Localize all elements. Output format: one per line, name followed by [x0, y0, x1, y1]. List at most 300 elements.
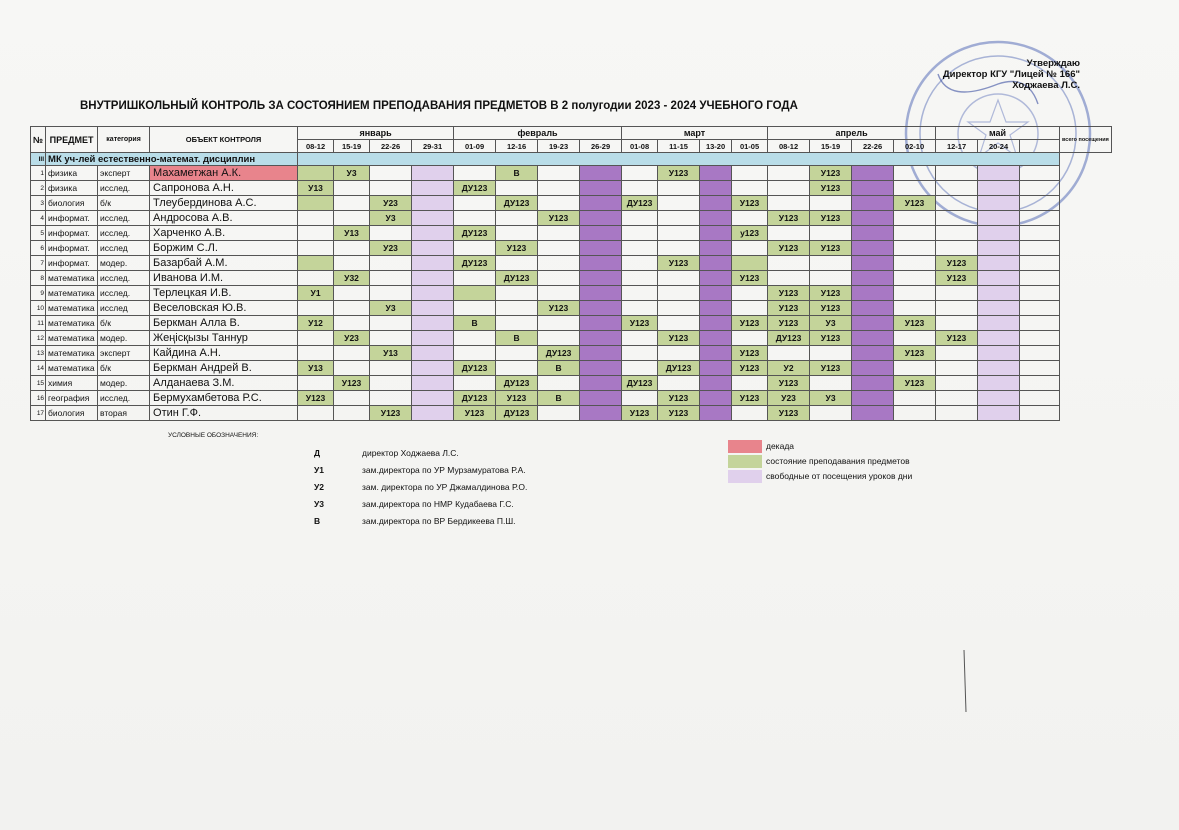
schedule-cell — [936, 196, 978, 211]
row-num: 15 — [31, 376, 46, 391]
header-week: 08-12 — [298, 140, 334, 153]
schedule-cell — [978, 406, 1020, 421]
approval-line: Директор КГУ "Лицей № 166" — [942, 69, 1080, 80]
schedule-cell: ДУ123 — [538, 346, 580, 361]
schedule-cell — [334, 406, 370, 421]
schedule-cell — [1020, 406, 1060, 421]
control-schedule-table — [30, 126, 1112, 421]
schedule-cell — [894, 256, 936, 271]
row-subject: физика — [46, 181, 98, 196]
swatch-color — [728, 455, 762, 468]
schedule-cell: У123 — [732, 271, 768, 286]
schedule-cell: У3 — [370, 301, 412, 316]
schedule-cell — [732, 376, 768, 391]
schedule-cell: В — [496, 166, 538, 181]
legend-code: У1 — [314, 465, 325, 475]
schedule-cell — [768, 196, 810, 211]
schedule-cell — [810, 376, 852, 391]
schedule-cell — [936, 301, 978, 316]
schedule-cell: У123 — [810, 361, 852, 376]
schedule-cell: У23 — [334, 331, 370, 346]
schedule-cell — [370, 181, 412, 196]
schedule-cell — [454, 376, 496, 391]
row-num: 2 — [31, 181, 46, 196]
schedule-cell — [454, 286, 496, 301]
schedule-cell — [580, 391, 622, 406]
schedule-cell — [298, 196, 334, 211]
schedule-cell — [978, 391, 1020, 406]
schedule-cell — [658, 211, 700, 226]
header-week: 29-31 — [412, 140, 454, 153]
schedule-cell — [810, 196, 852, 211]
schedule-cell — [658, 376, 700, 391]
schedule-cell: У123 — [334, 376, 370, 391]
schedule-cell — [978, 346, 1020, 361]
schedule-cell — [580, 361, 622, 376]
row-category: исслед. — [98, 211, 150, 226]
row-category: исслед — [98, 301, 150, 316]
schedule-cell: У123 — [538, 301, 580, 316]
schedule-cell — [334, 211, 370, 226]
schedule-cell: У123 — [370, 406, 412, 421]
schedule-cell: У3 — [810, 316, 852, 331]
schedule-cell — [768, 271, 810, 286]
row-subject: информат. — [46, 226, 98, 241]
schedule-cell: У123 — [496, 241, 538, 256]
schedule-cell: У123 — [732, 361, 768, 376]
schedule-cell — [936, 241, 978, 256]
header-week: 01-08 — [622, 140, 658, 153]
schedule-cell — [894, 301, 936, 316]
table-row — [31, 376, 1112, 391]
table-row — [31, 211, 1112, 226]
schedule-cell — [810, 346, 852, 361]
schedule-cell — [412, 406, 454, 421]
schedule-cell — [1020, 346, 1060, 361]
schedule-cell — [412, 361, 454, 376]
schedule-cell: У123 — [810, 301, 852, 316]
legend-desc: зам.директора по НМР Кудабаева Г.С. — [362, 499, 514, 509]
schedule-cell — [412, 301, 454, 316]
schedule-cell: У123 — [732, 391, 768, 406]
schedule-cell — [334, 256, 370, 271]
schedule-cell: У123 — [622, 406, 658, 421]
legend-code: В — [314, 516, 321, 526]
schedule-cell — [732, 256, 768, 271]
row-teacher-name: Беркман Алла В. — [150, 316, 298, 331]
schedule-cell: У123 — [810, 166, 852, 181]
row-num: 7 — [31, 256, 46, 271]
schedule-cell: У123 — [768, 376, 810, 391]
schedule-cell — [538, 241, 580, 256]
schedule-cell — [334, 196, 370, 211]
schedule-cell: ДУ123 — [496, 376, 538, 391]
schedule-cell: У123 — [454, 406, 496, 421]
row-subject: математика — [46, 286, 98, 301]
schedule-cell — [894, 226, 936, 241]
schedule-cell — [496, 286, 538, 301]
schedule-cell — [334, 346, 370, 361]
schedule-cell — [852, 301, 894, 316]
schedule-cell — [1020, 286, 1060, 301]
table-row — [31, 196, 1112, 211]
schedule-cell: У123 — [810, 181, 852, 196]
schedule-cell: ДУ123 — [496, 406, 538, 421]
schedule-cell — [538, 286, 580, 301]
legend-desc: директор Ходжаева Л.С. — [362, 448, 459, 458]
schedule-cell — [412, 181, 454, 196]
schedule-cell — [298, 241, 334, 256]
schedule-cell — [700, 166, 732, 181]
schedule-cell — [852, 271, 894, 286]
schedule-cell — [298, 226, 334, 241]
table-row — [31, 256, 1112, 271]
schedule-cell: У123 — [936, 271, 978, 286]
row-subject: биология — [46, 406, 98, 421]
schedule-cell: В — [538, 361, 580, 376]
header-object: ОБЪЕКТ КОНТРОЛЯ — [150, 127, 298, 153]
schedule-cell — [1020, 226, 1060, 241]
row-subject: математика — [46, 361, 98, 376]
schedule-cell: У123 — [496, 391, 538, 406]
table-row — [31, 406, 1112, 421]
header-week: 01-09 — [454, 140, 496, 153]
schedule-cell — [622, 301, 658, 316]
schedule-cell: У123 — [732, 196, 768, 211]
schedule-cell — [412, 271, 454, 286]
schedule-cell — [852, 256, 894, 271]
schedule-cell: У123 — [768, 241, 810, 256]
swatch-color — [728, 470, 762, 483]
schedule-cell: ДУ123 — [454, 226, 496, 241]
schedule-cell — [936, 286, 978, 301]
row-num: 9 — [31, 286, 46, 301]
row-subject: математика — [46, 301, 98, 316]
schedule-cell — [334, 391, 370, 406]
approval-line: Ходжаева Л.С. — [1012, 80, 1080, 91]
schedule-cell — [412, 256, 454, 271]
schedule-cell — [700, 331, 732, 346]
schedule-cell — [732, 241, 768, 256]
schedule-cell: У123 — [768, 301, 810, 316]
schedule-cell — [658, 271, 700, 286]
schedule-cell — [622, 226, 658, 241]
table-row — [31, 361, 1112, 376]
schedule-cell — [580, 346, 622, 361]
schedule-cell — [370, 391, 412, 406]
schedule-cell — [412, 316, 454, 331]
schedule-cell — [978, 196, 1020, 211]
row-subject: информат. — [46, 241, 98, 256]
schedule-cell: У23 — [370, 196, 412, 211]
schedule-cell — [1020, 196, 1060, 211]
schedule-cell — [936, 226, 978, 241]
schedule-cell: у123 — [732, 226, 768, 241]
schedule-cell — [298, 211, 334, 226]
schedule-cell — [852, 331, 894, 346]
schedule-cell — [732, 286, 768, 301]
schedule-cell — [496, 256, 538, 271]
schedule-cell — [852, 226, 894, 241]
schedule-cell — [412, 376, 454, 391]
schedule-cell — [298, 406, 334, 421]
schedule-cell — [298, 301, 334, 316]
schedule-cell — [768, 181, 810, 196]
row-num: 14 — [31, 361, 46, 376]
schedule-cell: У123 — [936, 256, 978, 271]
schedule-cell: У123 — [298, 391, 334, 406]
schedule-cell: У123 — [658, 331, 700, 346]
schedule-cell — [1020, 256, 1060, 271]
legend-code: У3 — [314, 499, 325, 509]
row-category: б/к — [98, 361, 150, 376]
legend-note: УСЛОВНЫЕ ОБОЗНАЧЕНИЯ: — [168, 432, 259, 439]
swatch-label: состояние преподавания предметов — [766, 456, 910, 466]
schedule-cell — [810, 226, 852, 241]
schedule-cell: У13 — [334, 226, 370, 241]
schedule-cell — [412, 346, 454, 361]
row-subject: информат. — [46, 211, 98, 226]
schedule-cell — [852, 406, 894, 421]
legend-desc: зам. директора по УР Джамалдинова Р.О. — [362, 482, 528, 492]
row-subject: география — [46, 391, 98, 406]
schedule-cell — [936, 376, 978, 391]
schedule-cell — [622, 181, 658, 196]
schedule-cell — [894, 181, 936, 196]
header-week: 02-10 — [894, 140, 936, 153]
schedule-cell — [412, 391, 454, 406]
schedule-cell: У13 — [298, 361, 334, 376]
schedule-cell: У123 — [894, 196, 936, 211]
schedule-cell: У3 — [334, 166, 370, 181]
schedule-cell — [978, 316, 1020, 331]
schedule-cell — [538, 181, 580, 196]
schedule-cell — [454, 211, 496, 226]
schedule-cell — [580, 181, 622, 196]
schedule-cell — [1020, 301, 1060, 316]
row-category: б/к — [98, 316, 150, 331]
row-category: вторая — [98, 406, 150, 421]
schedule-cell — [768, 226, 810, 241]
schedule-cell: ДУ123 — [658, 361, 700, 376]
schedule-cell — [496, 361, 538, 376]
schedule-cell — [298, 331, 334, 346]
row-subject: математика — [46, 271, 98, 286]
schedule-cell — [658, 316, 700, 331]
schedule-cell — [732, 406, 768, 421]
schedule-cell: В — [454, 316, 496, 331]
table-row — [31, 331, 1112, 346]
row-subject: физика — [46, 166, 98, 181]
header-month: апрель — [768, 127, 936, 140]
schedule-cell — [700, 406, 732, 421]
schedule-cell: У13 — [370, 346, 412, 361]
schedule-cell — [580, 406, 622, 421]
schedule-cell: У3 — [370, 211, 412, 226]
row-num: 6 — [31, 241, 46, 256]
schedule-cell: ДУ123 — [454, 361, 496, 376]
schedule-cell — [978, 301, 1020, 316]
schedule-cell — [538, 226, 580, 241]
header-week: 26-29 — [580, 140, 622, 153]
schedule-cell: У123 — [894, 376, 936, 391]
row-category: исслед. — [98, 286, 150, 301]
schedule-cell — [580, 166, 622, 181]
schedule-cell — [370, 271, 412, 286]
header-week: 12-17 — [936, 140, 978, 153]
legend-code: Д — [314, 448, 321, 458]
header-week: 01-05 — [732, 140, 768, 153]
schedule-cell — [622, 211, 658, 226]
swatch-label: декада — [766, 441, 795, 451]
schedule-cell — [412, 286, 454, 301]
schedule-cell — [700, 256, 732, 271]
approval-line: Утверждаю — [1026, 58, 1080, 69]
row-teacher-name: Иванова И.М. — [150, 271, 298, 286]
schedule-cell — [412, 196, 454, 211]
swatch-label: свободные от посещения уроков дни — [766, 471, 913, 481]
schedule-cell — [334, 241, 370, 256]
schedule-cell — [622, 361, 658, 376]
schedule-cell — [412, 166, 454, 181]
row-category: модер. — [98, 331, 150, 346]
schedule-cell — [700, 196, 732, 211]
schedule-cell — [622, 286, 658, 301]
header-week: 13-20 — [700, 140, 732, 153]
schedule-cell — [810, 406, 852, 421]
schedule-cell — [496, 211, 538, 226]
schedule-cell — [700, 316, 732, 331]
legend-desc: зам.директора по ВР Бердикеева П.Ш. — [362, 516, 516, 526]
row-num: 11 — [31, 316, 46, 331]
schedule-cell: ДУ123 — [496, 271, 538, 286]
legend-desc: зам.директора по УР Мурзамуратова Р.А. — [362, 465, 526, 475]
schedule-cell — [978, 271, 1020, 286]
header-week: 15-19 — [810, 140, 852, 153]
schedule-cell — [894, 211, 936, 226]
schedule-cell: У3 — [810, 391, 852, 406]
schedule-cell — [1020, 391, 1060, 406]
schedule-cell — [852, 391, 894, 406]
schedule-cell — [334, 181, 370, 196]
schedule-cell — [768, 166, 810, 181]
row-category: модер. — [98, 256, 150, 271]
row-teacher-name: Жеңісқызы Таннур — [150, 331, 298, 346]
schedule-cell: У123 — [658, 256, 700, 271]
schedule-cell — [936, 361, 978, 376]
schedule-cell: ДУ123 — [496, 196, 538, 211]
schedule-cell — [496, 301, 538, 316]
schedule-cell: У123 — [622, 316, 658, 331]
schedule-cell — [370, 256, 412, 271]
schedule-cell — [334, 316, 370, 331]
approval-block — [930, 58, 1080, 91]
row-category: эксперт — [98, 346, 150, 361]
schedule-cell — [622, 166, 658, 181]
schedule-cell — [622, 346, 658, 361]
schedule-cell — [852, 241, 894, 256]
row-teacher-name: Харченко А.В. — [150, 226, 298, 241]
schedule-cell — [936, 166, 978, 181]
row-subject: информат. — [46, 256, 98, 271]
schedule-cell: В — [538, 391, 580, 406]
header-month: январь — [298, 127, 454, 140]
schedule-cell — [1020, 331, 1060, 346]
schedule-cell — [622, 331, 658, 346]
schedule-cell — [580, 211, 622, 226]
group-row — [31, 153, 1112, 166]
schedule-cell — [580, 286, 622, 301]
group-fill — [298, 153, 1060, 166]
schedule-cell — [298, 346, 334, 361]
schedule-cell — [454, 346, 496, 361]
schedule-cell — [700, 286, 732, 301]
schedule-cell: У123 — [732, 316, 768, 331]
schedule-cell — [700, 211, 732, 226]
page-title: ВНУТРИШКОЛЬНЫЙ КОНТРОЛЬ ЗА СОСТОЯНИЕМ ПРЕПОДАВАНИЯ ПРЕДМЕТОВ В 2 полугодии 2023 - 2024 УЧЕБНОГО ГОДА — [80, 100, 798, 112]
schedule-cell — [622, 271, 658, 286]
schedule-cell — [732, 211, 768, 226]
schedule-cell: У13 — [298, 181, 334, 196]
schedule-cell: У123 — [936, 331, 978, 346]
schedule-cell — [852, 376, 894, 391]
schedule-cell: У123 — [894, 346, 936, 361]
schedule-cell — [580, 301, 622, 316]
row-teacher-name: Андросова А.В. — [150, 211, 298, 226]
schedule-cell: ДУ123 — [454, 181, 496, 196]
schedule-cell — [894, 166, 936, 181]
schedule-cell — [732, 166, 768, 181]
schedule-cell — [658, 346, 700, 361]
schedule-cell — [412, 211, 454, 226]
schedule-cell — [538, 376, 580, 391]
schedule-cell — [700, 226, 732, 241]
schedule-cell — [454, 271, 496, 286]
schedule-cell — [622, 241, 658, 256]
schedule-cell: У123 — [810, 286, 852, 301]
schedule-cell — [580, 256, 622, 271]
schedule-cell — [538, 196, 580, 211]
schedule-cell — [768, 346, 810, 361]
schedule-cell: У1 — [298, 286, 334, 301]
row-num: 1 — [31, 166, 46, 181]
schedule-cell — [978, 361, 1020, 376]
header-week: 12-16 — [496, 140, 538, 153]
schedule-cell — [658, 181, 700, 196]
header-week: 22-26 — [852, 140, 894, 153]
schedule-cell — [978, 331, 1020, 346]
schedule-cell — [852, 211, 894, 226]
schedule-cell — [334, 301, 370, 316]
schedule-cell — [580, 196, 622, 211]
row-num: 8 — [31, 271, 46, 286]
schedule-cell — [1020, 241, 1060, 256]
schedule-cell — [454, 301, 496, 316]
schedule-cell — [370, 166, 412, 181]
schedule-cell: ДУ123 — [454, 391, 496, 406]
schedule-cell — [370, 361, 412, 376]
schedule-cell — [1020, 376, 1060, 391]
row-category: эксперт — [98, 166, 150, 181]
schedule-cell — [658, 241, 700, 256]
schedule-cell — [412, 226, 454, 241]
schedule-cell: У123 — [658, 406, 700, 421]
legend-code: У2 — [314, 482, 325, 492]
schedule-cell — [1020, 181, 1060, 196]
schedule-cell — [580, 331, 622, 346]
schedule-cell — [936, 181, 978, 196]
swatch-color — [728, 440, 762, 453]
